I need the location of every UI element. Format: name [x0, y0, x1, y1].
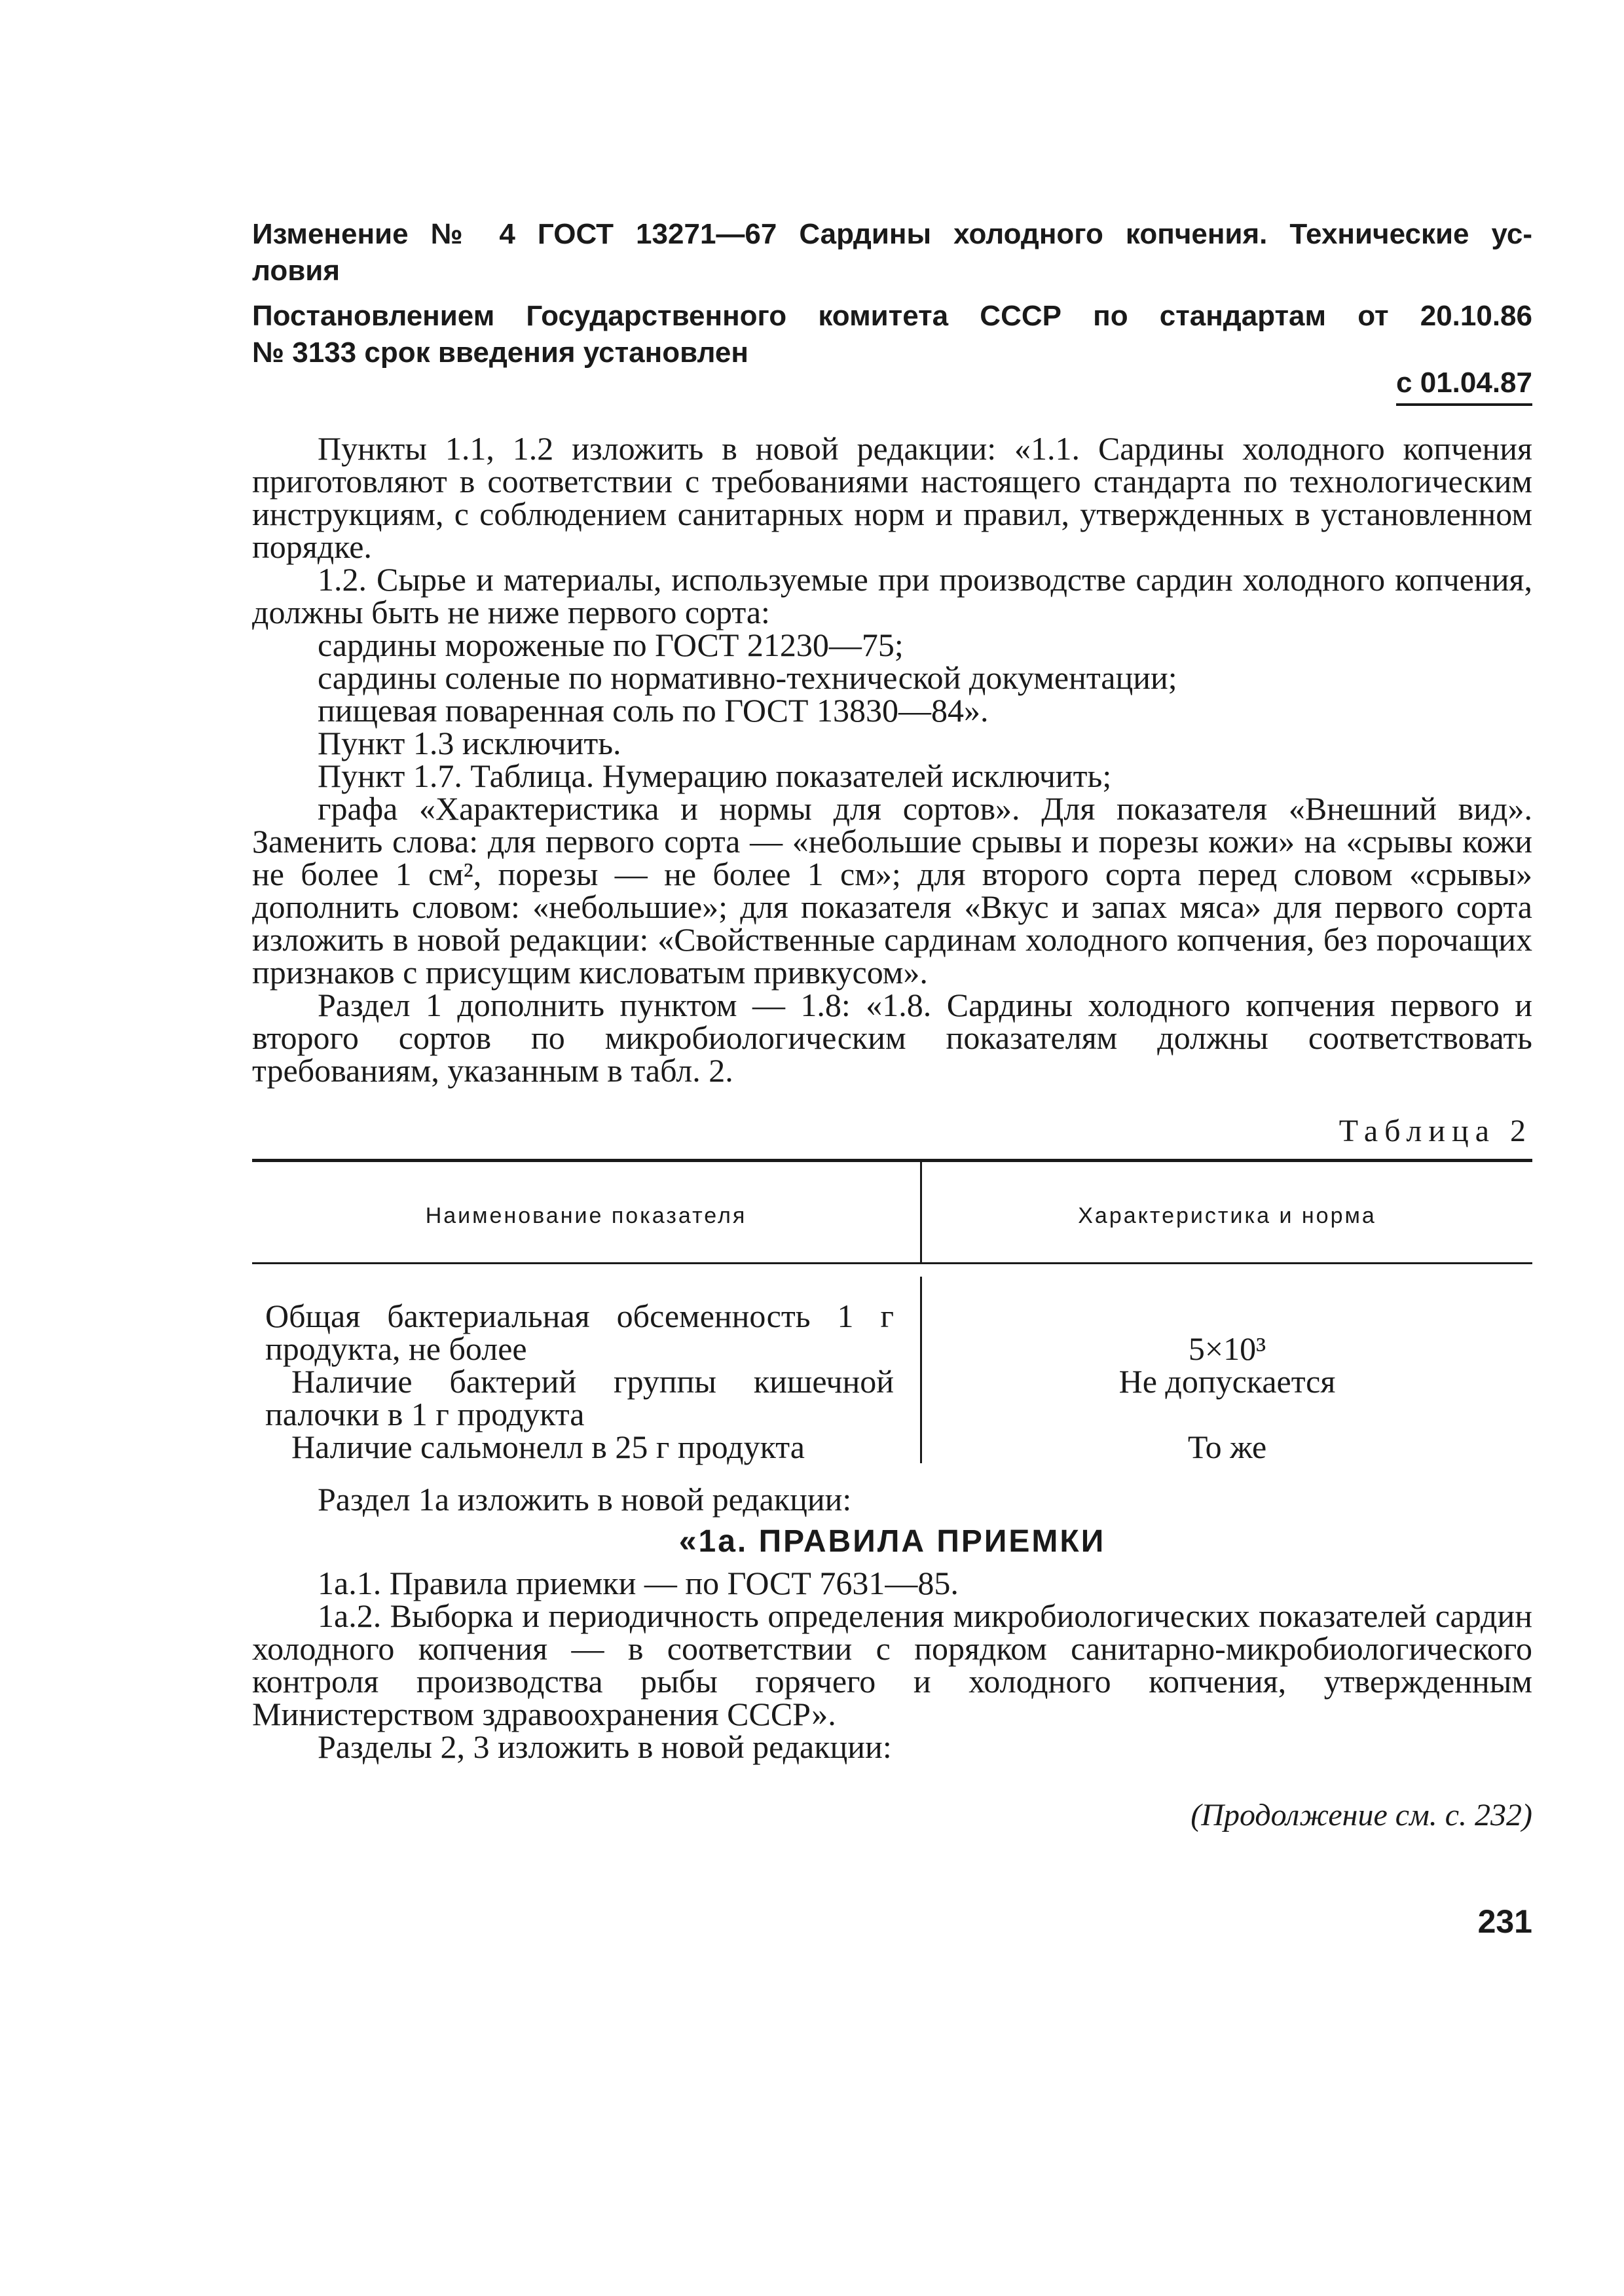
table-row1-value: 5×10³ — [1188, 1330, 1266, 1367]
page-number: 231 — [1477, 1903, 1532, 1940]
list-item-2: сардины соленые по нормативно-технической документации; — [318, 659, 1177, 696]
section-body — [252, 1567, 1532, 1763]
list-item-1: сардины мороженые по ГОСТ 21230—75; — [318, 627, 904, 663]
paragraph-2: 1.2. Сырье и материалы, используемые при производстве сардин холодного копчения, должны быть не ниже первого сорта: — [252, 561, 1532, 630]
table-row1-name: Общая бактериальная обсеменность 1 г продукта, не более — [265, 1298, 894, 1367]
section-title: «1а. ПРАВИЛА ПРИЕМКИ — [678, 1524, 1106, 1559]
main-text-block — [252, 432, 1532, 1087]
list-item-3: пищевая поваренная соль по ГОСТ 13830—84». — [318, 692, 989, 729]
resolution-text — [252, 298, 1532, 371]
table-header-col1: Наименование показателя — [425, 1203, 747, 1228]
resolution-line2: № 3133 срок введения установлен — [252, 337, 748, 369]
paragraph-3: графа «Характеристика и нормы для сортов». Для показателя «Внешний вид». Заменить слова: для первого сорта — «небольшие срывы и порезы кожи» на «срывы кожи не более 1 см², порезы — не более 1 см»; для второго сорта перед словом «срывы» дополнить словом: «небольшие»; для показателя «Вкус и запах мяса» для первого сорта изложить в новой редакции: «Свойственные сардинам холодного копчения, без порочащих признаков с присущим кисловатым привкусом». — [252, 790, 1532, 991]
table-top-rule — [252, 1159, 1532, 1162]
section-item-2: 1а.2. Выборка и периодичность определения микробиологических показателей сардин холодного копчения — в соответствии с порядком санитарно-микробиологического контроля производства рыбы горячего и холодного копчения, утвержденным Министерством здравоохранения СССР». — [252, 1597, 1532, 1732]
table-title: Таблица 2 — [1338, 1114, 1532, 1148]
section-intro: Раздел 1а изложить в новой редакции: — [318, 1481, 852, 1518]
section-item-3: Разделы 2, 3 изложить в новой редакции: — [318, 1728, 892, 1765]
continuation-note: (Продолжение см. с. 232) — [1190, 1798, 1532, 1832]
resolution-line1: Постановлением Государственного комитета СССР по стандартам от 20.10.86 — [252, 300, 1532, 332]
table-header-rule — [252, 1262, 1532, 1264]
paragraph-1: Пункты 1.1, 1.2 изложить в новой редакции: «1.1. Сардины холодного копчения приготовляют в соответствии с требованиями настоящего стандарта по технологическим инструкциям, с соблюдением санитарных норм и правил, утвержденных в установленном порядке. — [252, 430, 1532, 565]
table-row2-name: Наличие бактерий группы кишечной палочки в 1 г продукта — [265, 1363, 894, 1432]
section-item-1: 1а.1. Правила приемки — по ГОСТ 7631—85. — [318, 1565, 959, 1601]
amendment-title-line1: Изменение № 4 ГОСТ 13271—67 Сардины холодного копчения. Технические ус- — [252, 218, 1532, 250]
table-col-names — [265, 1300, 894, 1463]
effective-date: с 01.04.87 — [1396, 367, 1532, 406]
section-intro-block — [252, 1483, 1532, 1516]
table-header-col2: Характеристика и норма — [1078, 1203, 1376, 1228]
amendment-title-line2: ловия — [252, 255, 341, 287]
list-item-5: Пункт 1.7. Таблица. Нумерацию показателей исключить; — [318, 757, 1112, 794]
table-col-values — [922, 1332, 1532, 1463]
table-row2-value: Не допускается — [1118, 1363, 1336, 1400]
amendment-title — [252, 216, 1532, 289]
table-row3-name: Наличие сальмонелл в 25 г продукта — [291, 1429, 805, 1465]
list-item-4: Пункт 1.3 исключить. — [318, 725, 621, 761]
paragraph-4: Раздел 1 дополнить пунктом — 1.8: «1.8. Сардины холодного копчения первого и второго сортов по микробиологическим показателям должны соответствовать требованиям, указанным в табл. 2. — [252, 987, 1532, 1089]
table-row3-value: То же — [1187, 1429, 1267, 1465]
